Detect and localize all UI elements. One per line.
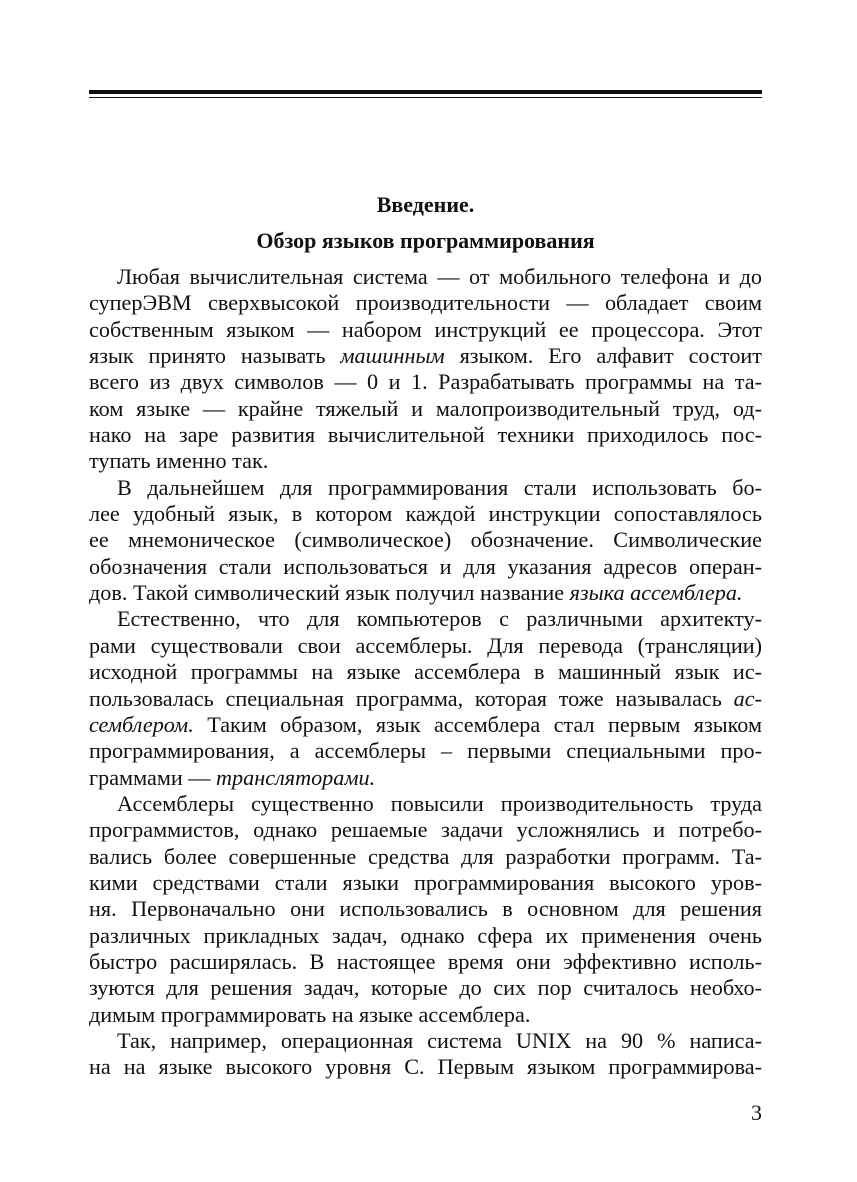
text-line [89, 606, 762, 632]
chapter-title: Введение. [376, 192, 475, 217]
text-segment: Так, например, операционная система UNIX на 90 % написа- [117, 1027, 762, 1053]
text-segment: ком языке — крайне тяжелый и малопроизводительный труд, од- [89, 395, 762, 421]
text-line [89, 580, 762, 606]
text-segment: исходной программы на языке ассемблера в машинный язык ис- [89, 659, 762, 685]
text-line [89, 738, 762, 764]
text-line [89, 844, 762, 870]
italic-term: языка ассемблера. [569, 580, 743, 606]
text-segment: нако на заре развития вычислительной техники приходилось пос- [89, 422, 762, 448]
text-line [89, 712, 762, 738]
text-segment: тупать именно так. [89, 448, 269, 474]
text-segment: язык принято называть [89, 343, 341, 369]
text-segment: собственным языком — набором инструкций ее процессора. Этот [89, 316, 762, 342]
text-line [89, 422, 762, 448]
italic-term: трансляторами. [216, 764, 376, 790]
text-segment: программирования, а ассемблеры – первыми специальными про- [89, 738, 762, 764]
text-line [89, 554, 762, 580]
text-line [89, 448, 762, 474]
text-segment: суперЭВМ сверхвысокой производительности — обладает своим [89, 290, 762, 316]
text-segment: программистов, однако решаемые задачи усложнялись и потребо- [89, 817, 762, 843]
text-line [89, 870, 762, 896]
text-segment: кими средствами стали языки программирования высокого уров- [89, 869, 762, 895]
text-line [89, 501, 762, 527]
text-line [89, 475, 762, 501]
text-line [89, 686, 762, 712]
text-line [89, 633, 762, 659]
body-text [89, 264, 762, 1081]
text-segment: различных прикладных задач, однако сфера их применения очень [89, 922, 762, 948]
text-segment: Естественно, что для компьютеров с различными архитекту- [117, 606, 762, 632]
italic-term: машинным [340, 343, 445, 369]
text-line [89, 1002, 762, 1028]
italic-term: ас- [733, 685, 762, 711]
text-line [89, 264, 762, 290]
text-line [89, 896, 762, 922]
text-line [89, 343, 762, 369]
text-segment: пользовалась специальная программа, которая тоже называлась [89, 685, 734, 711]
text-segment: вались более совершенные средства для разработки программ. Та- [89, 843, 762, 869]
text-line [89, 659, 762, 685]
italic-term: семблером. [89, 711, 194, 737]
text-segment: рами существовали свои ассемблеры. Для перевода (трансляции) [89, 632, 762, 658]
text-segment: димым программировать на языке ассемблера. [89, 1001, 531, 1027]
text-segment: на на языке высокого уровня С. Первым языком программирова- [89, 1054, 762, 1080]
text-line [89, 791, 762, 817]
text-line [89, 317, 762, 343]
text-line [89, 290, 762, 316]
text-segment: зуются для решения задач, которые до сих пор считалось необхо- [89, 975, 762, 1001]
text-line [89, 923, 762, 949]
text-segment: граммами — [89, 764, 217, 790]
text-segment: дов. Такой символический язык получил название [89, 580, 570, 606]
text-segment: Любая вычислительная система — от мобильного телефона и до [117, 264, 762, 289]
text-segment: языком. Его алфавит состоит [444, 343, 762, 369]
text-line [89, 975, 762, 1001]
text-segment: ее мнемоническое (символическое) обозначение. Символические [89, 527, 762, 553]
text-line [89, 949, 762, 975]
text-line [89, 765, 762, 791]
text-segment: ня. Первоначально они использовались в основном для решения [89, 896, 762, 922]
text-line [89, 527, 762, 553]
text-segment: всего из двух символов — 0 и 1. Разрабатывать программы на та- [89, 369, 762, 395]
text-line [89, 1028, 762, 1054]
text-segment: быстро расширялась. В настоящее время они эффективно исполь- [89, 948, 762, 974]
chapter-subtitle: Обзор языков программирования [256, 228, 595, 253]
text-line [89, 396, 762, 422]
text-segment: Таким образом, язык ассемблера стал первым языком [193, 711, 762, 737]
text-segment: Ассемблеры существенно повысили производительность труда [117, 790, 762, 816]
text-segment: В дальнейшем для программирования стали использовать бо- [117, 474, 762, 500]
text-segment: лее удобный язык, в котором каждой инструкции сопоставлялось [89, 501, 762, 527]
header-rule-thick [89, 90, 762, 94]
page-number: 3 [751, 1100, 762, 1125]
text-line [89, 817, 762, 843]
text-segment: обозначения стали использоваться и для указания адресов операн- [89, 553, 762, 579]
text-line [89, 1054, 762, 1080]
header-rule-thin [89, 97, 762, 98]
text-line [89, 369, 762, 395]
